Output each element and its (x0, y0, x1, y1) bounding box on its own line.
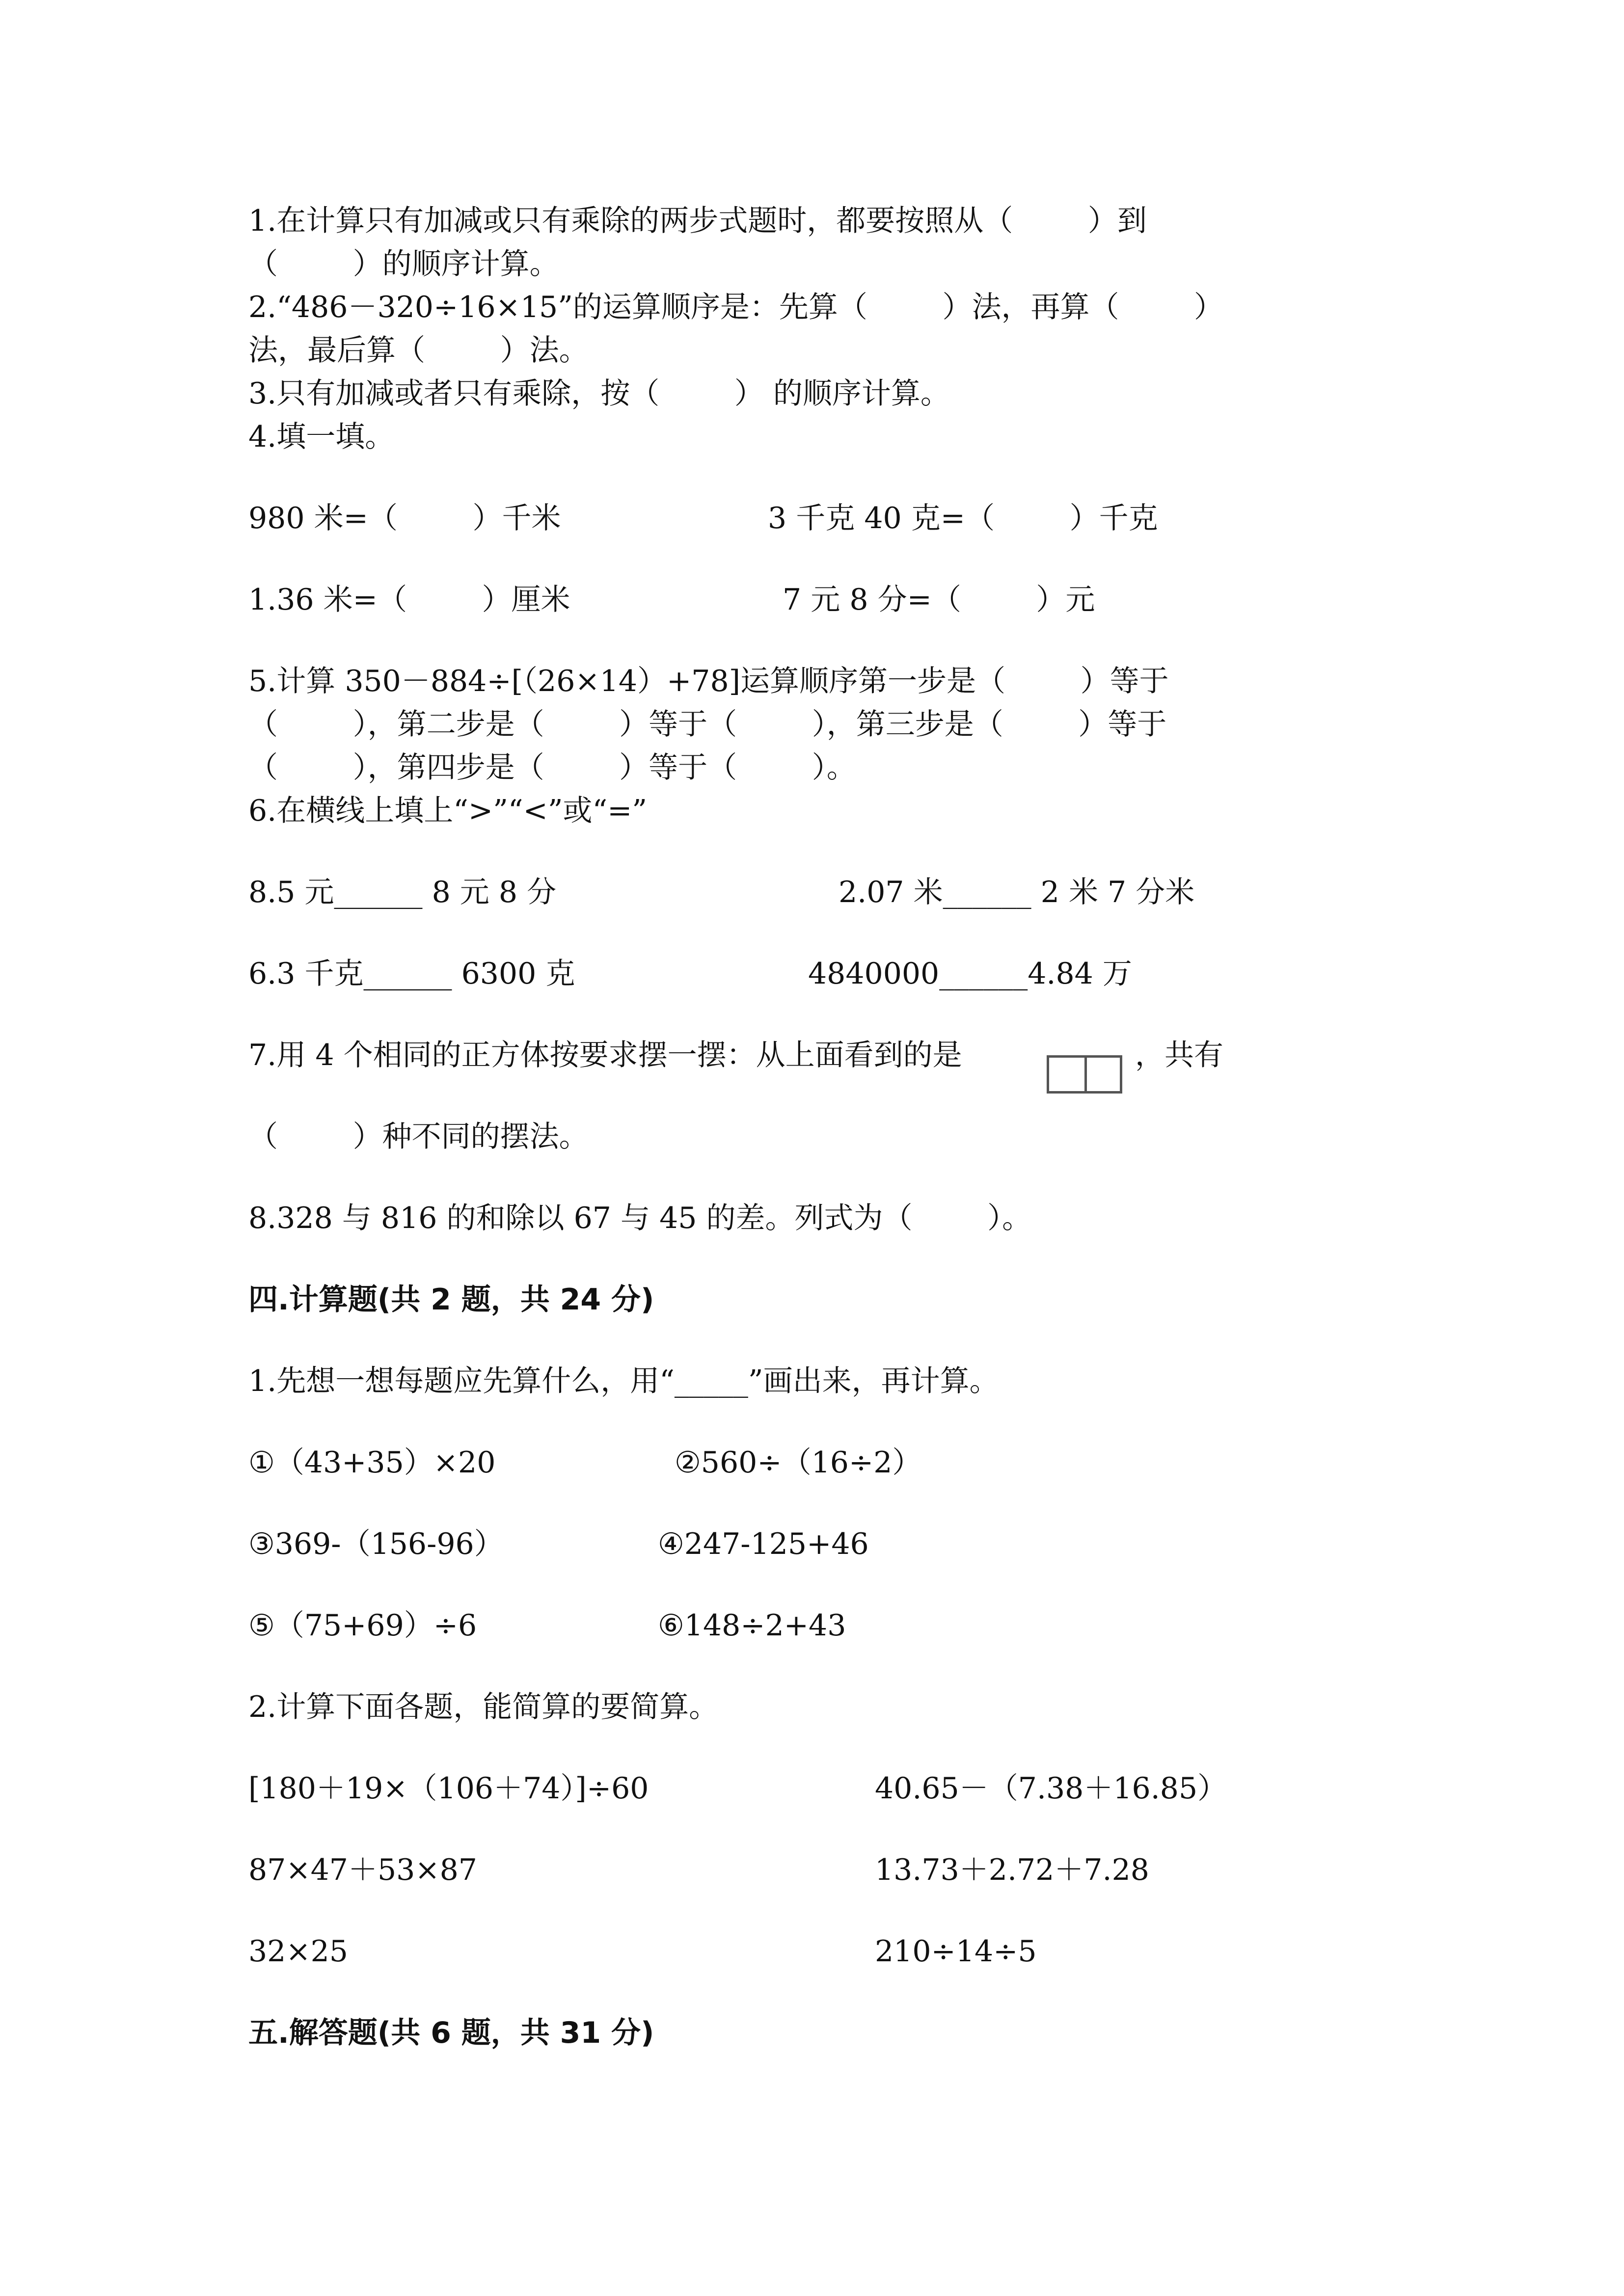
line-1: 1.在计算只有加减或只有乘除的两步式题时，都要按照从（ ）到 (248, 204, 1147, 238)
top-view-squares (1047, 1055, 1122, 1094)
line-17: 8.328 与 816 的和除以 67 与 45 的差。列式为（ ）。 (248, 1201, 1032, 1235)
square-divider (1084, 1058, 1087, 1091)
fill-1-36m: 1.36 米=（ ）厘米 (248, 583, 570, 617)
simplify-3: 87×47＋53×87 (248, 1853, 477, 1887)
simplify-6: 210÷14÷5 (875, 1934, 1037, 1969)
s4-line-1: 1.先想一想每题应先算什么，用“_____”画出来，再计算。 (248, 1364, 999, 1398)
line-12: 6.在横线上填上“>”“<”或“=” (248, 794, 648, 828)
line-15-tail: ，共有 (1135, 1038, 1223, 1072)
section-4-heading: 四.计算题(共 2 题，共 24 分) (248, 1282, 654, 1317)
section-5-heading: 五.解答题(共 6 题，共 31 分) (248, 2016, 654, 2050)
fill-7yuan8fen: 7 元 8 分=（ ）元 (783, 583, 1095, 617)
line-2: （ ）的顺序计算。 (248, 247, 559, 281)
simplify-2: 40.65－（7.38＋16.85） (875, 1771, 1227, 1806)
fill-3kg40g: 3 千克 40 克=（ ）千克 (768, 501, 1158, 535)
line-15: 7.用 4 个相同的正方体按要求摆一摆：从上面看到的是 (248, 1038, 962, 1072)
compare-8-5yuan: 8.5 元______ 8 元 8 分 (248, 875, 557, 909)
simplify-1: [180＋19×（106＋74）]÷60 (248, 1771, 649, 1806)
line-4: 法，最后算（ ）法。 (248, 333, 589, 368)
calc-2: ②560÷（16÷2） (675, 1445, 922, 1480)
calc-1: ①（43+35）×20 (248, 1445, 496, 1480)
calc-5: ⑤（75+69）÷6 (248, 1608, 477, 1643)
s4-line-2: 2.计算下面各题，能简算的要简算。 (248, 1690, 719, 1724)
line-9: 5.计算 350－884÷[（26×14）+78]运算顺序第一步是（ ）等于 (248, 664, 1169, 698)
line-6: 4.填一填。 (248, 420, 395, 454)
line-3: 2.“486－320÷16×15”的运算顺序是：先算（ ）法，再算（ ） (248, 290, 1224, 324)
simplify-4: 13.73＋2.72＋7.28 (875, 1853, 1149, 1887)
compare-2-07m: 2.07 米______ 2 米 7 分米 (839, 875, 1195, 909)
line-5: 3.只有加减或者只有乘除，按（ ） 的顺序计算。 (248, 376, 950, 411)
line-11: （ ），第四步是（ ）等于（ ）。 (248, 750, 856, 785)
fill-980m: 980 米=（ ）千米 (248, 501, 561, 535)
line-16: （ ）种不同的摆法。 (248, 1120, 589, 1154)
calc-3: ③369-（156-96） (248, 1527, 504, 1561)
compare-4840000: 4840000______4.84 万 (808, 957, 1132, 991)
line-10: （ ），第二步是（ ）等于（ ），第三步是（ ）等于 (248, 707, 1167, 742)
compare-6-3kg: 6.3 千克______ 6300 克 (248, 957, 575, 991)
simplify-5: 32×25 (248, 1934, 348, 1969)
calc-6: ⑥148÷2+43 (658, 1608, 846, 1643)
calc-4: ④247-125+46 (658, 1527, 869, 1561)
